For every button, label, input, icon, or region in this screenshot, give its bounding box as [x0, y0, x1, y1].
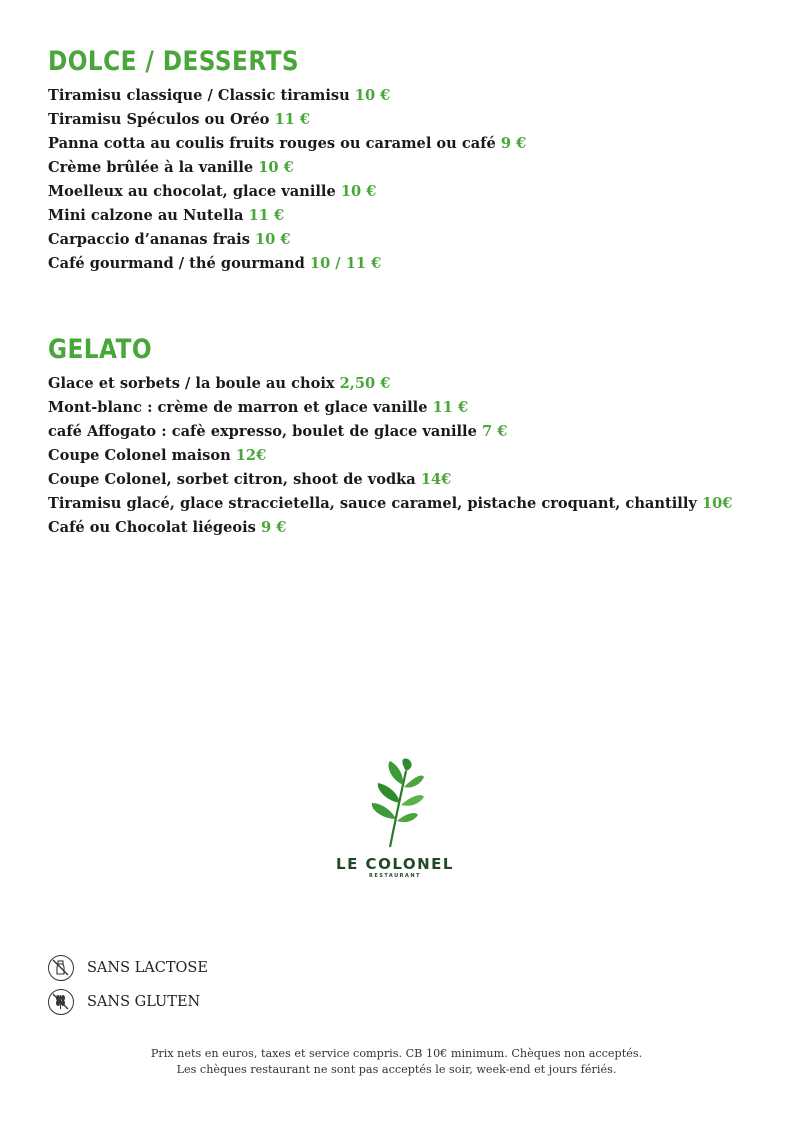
- item-name: Carpaccio d’ananas frais: [48, 231, 250, 248]
- item-name: Coupe Colonel, sorbet citron, shoot de vodka: [48, 471, 416, 488]
- item-price: 11 €: [248, 207, 285, 224]
- legend-item-gluten: [48, 987, 208, 1017]
- footer-line: Prix nets en euros, taxes et service compris. CB 10€ minimum. Chèques non acceptés.: [150, 1047, 643, 1060]
- item-name: Tiramisu Spéculos ou Oréo: [48, 111, 270, 128]
- legend-label: SANS LACTOSE: [87, 960, 208, 976]
- item-price: 14€: [420, 471, 452, 488]
- menu-item: [48, 444, 763, 468]
- menu-item: [48, 204, 763, 228]
- item-price: 10 €: [255, 231, 291, 248]
- menu-item: [48, 252, 763, 276]
- item-price: 11 €: [274, 111, 311, 128]
- item-price: 10€: [701, 495, 733, 512]
- item-name: Moelleux au chocolat, glace vanille: [48, 183, 336, 200]
- legend-item-lactose: [48, 953, 208, 983]
- gelato-title: GELATO: [48, 334, 153, 365]
- item-name: Tiramisu glacé, glace straccietella, sauce caramel, pistache croquant, chantilly: [48, 495, 697, 512]
- item-price: 10 €: [354, 87, 391, 104]
- item-name: Café gourmand / thé gourmand: [48, 255, 305, 272]
- menu-item: [48, 396, 763, 420]
- legend-label: SANS GLUTEN: [87, 994, 201, 1010]
- menu-item: [48, 228, 763, 252]
- footer-notice: [0, 1046, 793, 1078]
- menu-item: [48, 84, 763, 108]
- item-price: 9 €: [261, 519, 287, 536]
- desserts-list: [48, 84, 763, 276]
- desserts-title: DOLCE / DESSERTS: [48, 46, 300, 77]
- olive-branch-icon: [360, 757, 430, 849]
- item-price: 7 €: [481, 423, 508, 440]
- item-name: Coupe Colonel maison: [48, 447, 231, 464]
- menu-item: [48, 132, 763, 156]
- desserts-section: [48, 46, 763, 276]
- menu-item: [48, 156, 763, 180]
- item-price: 11 €: [432, 399, 469, 416]
- gelato-list: [48, 372, 763, 540]
- menu-item: [48, 420, 763, 444]
- no-lactose-icon: [48, 955, 74, 981]
- menu-item: [48, 468, 763, 492]
- item-price: 12€: [235, 447, 267, 464]
- item-price: 10 / 11 €: [309, 255, 382, 272]
- item-name: Panna cotta au coulis fruits rouges ou caramel ou café: [48, 135, 496, 152]
- item-price: 10 €: [258, 159, 294, 176]
- menu-item: [48, 180, 763, 204]
- brand-name: LE COLONEL: [336, 855, 454, 873]
- item-price: 2,50 €: [339, 375, 391, 392]
- item-name: Café ou Chocolat liégeois: [48, 519, 256, 536]
- item-price: 9 €: [500, 135, 527, 152]
- item-name: Glace et sorbets / la boule au choix: [48, 375, 335, 392]
- brand-subtitle: RESTAURANT: [369, 873, 421, 879]
- brand-logo: [320, 757, 470, 895]
- item-price: 10 €: [340, 183, 377, 200]
- footer-line: Les chèques restaurant ne sont pas acceptés le soir, week-end et jours fériés.: [176, 1063, 617, 1076]
- menu-item: [48, 372, 763, 396]
- dietary-legend: [48, 953, 208, 1021]
- menu-item: [48, 108, 763, 132]
- gelato-section: [48, 334, 763, 540]
- item-name: Mini calzone au Nutella: [48, 207, 244, 224]
- item-name: Crème brûlée à la vanille: [48, 159, 254, 176]
- menu-item: [48, 492, 763, 516]
- no-gluten-icon: [48, 989, 74, 1015]
- item-name: café Affogato : cafè expresso, boulet de glace vanille: [48, 423, 477, 440]
- menu-item: [48, 516, 763, 540]
- item-name: Tiramisu classique / Classic tiramisu: [48, 87, 350, 104]
- item-name: Mont-blanc : crème de marron et glace vanille: [48, 399, 428, 416]
